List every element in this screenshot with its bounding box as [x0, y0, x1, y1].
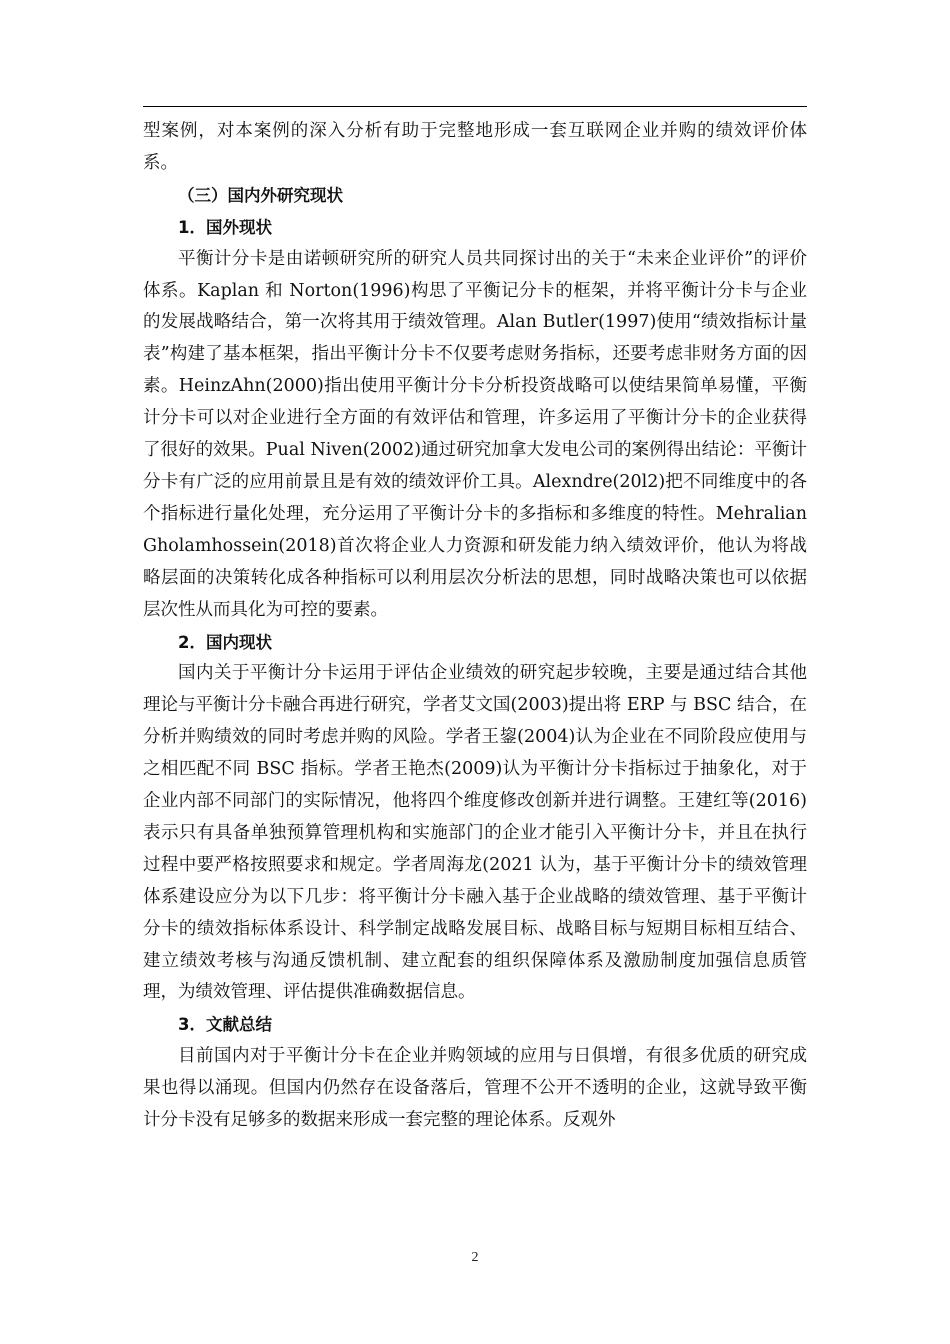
- paragraph-domestic-research: 国内关于平衡计分卡运用于评估企业绩效的研究起步较晚，主要是通过结合其他理论与平衡计分卡融合再进行研究，学者艾文国(2003)提出将 ERP 与 BSC 结合，在分析并购绩效的同时考虑并购的风险。学者王鋆(2004)认为企业在不同阶段应使用与之相匹配不同 BSC 指标。学者王艳杰(2009)认为平衡计分卡指标过于抽象化，对于企业内部不同部门的实际情况，他将四个维度修改创新并进行调整。王建红等(2016)表示只有具备单独预算管理机构和实施部门的企业才能引入平衡计分卡，并且在执行过程中要严格按照要求和规定。学者周海龙(2021 认为，基于平衡计分卡的绩效管理体系建设应分为以下几步：将平衡计分卡融入基于企业战略的绩效管理、基于平衡计分卡的绩效指标体系设计、科学制定战略发展目标、战略目标与短期目标相互结合、建立绩效考核与沟通反馈机制、建立配套的组织保障体系及激励制度加强信息质管理，为绩效管理、评估提供准确数据信息。: [143, 663, 807, 1003]
- continuation-paragraph: 型案例，对本案例的深入分析有助于完整地形成一套互联网企业并购的绩效评价体系。: [143, 121, 807, 173]
- header-rule: [143, 106, 807, 107]
- subsection-heading-domestic: 2．国内现状: [178, 632, 272, 652]
- paragraph-foreign-research: 平衡计分卡是由诺顿研究所的研究人员共同探讨出的关于“未来企业评价”的评价体系。Kaplan 和 Norton(1996)构思了平衡记分卡的框架，并将平衡计分卡与企业的发展战略结合，第一次将其用于绩效管理。Alan Butler(1997)使用“绩效指标计量表”构建了基本框架，指出平衡计分卡不仅要考虑财务指标，还要考虑非财务方面的因素。HeinzAhn(2000)指出使用平衡计分卡分析投资战略可以使结果简单易懂，平衡计分卡可以对企业进行全方面的有效评估和管理，许多运用了平衡计分卡的企业获得了很好的效果。Pual Niven(2002)通过研究加拿大发电公司的案例得出结论：平衡计分卡有广泛的应用前景且是有效的绩效评价工具。Alexndre(20l2)把不同维度中的各个指标进行量化处理，充分运用了平衡计分卡的多指标和多维度的特性。Mehralian Gholamhossein(2018)首次将企业人力资源和研发能力纳入绩效评价，他认为将战略层面的决策转化成各种指标可以利用层次分析法的思想，同时战略决策也可以依据层次性从而具化为可控的要素。: [143, 248, 807, 620]
- subsection-heading-summary: 3．文献总结: [178, 1015, 272, 1035]
- section-heading: （三）国内外研究现状: [178, 185, 343, 205]
- body-text: [143, 116, 807, 1137]
- subsection-heading-foreign: 1．国外现状: [178, 217, 272, 237]
- paragraph-literature-summary: 目前国内对于平衡计分卡在企业并购领域的应用与日俱增，有很多优质的研究成果也得以涌现。但国内仍然存在设备落后，管理不公开不透明的企业，这就导致平衡计分卡没有足够多的数据来形成一套完整的理论体系。反观外: [143, 1046, 807, 1131]
- page-number: 2: [471, 1250, 479, 1265]
